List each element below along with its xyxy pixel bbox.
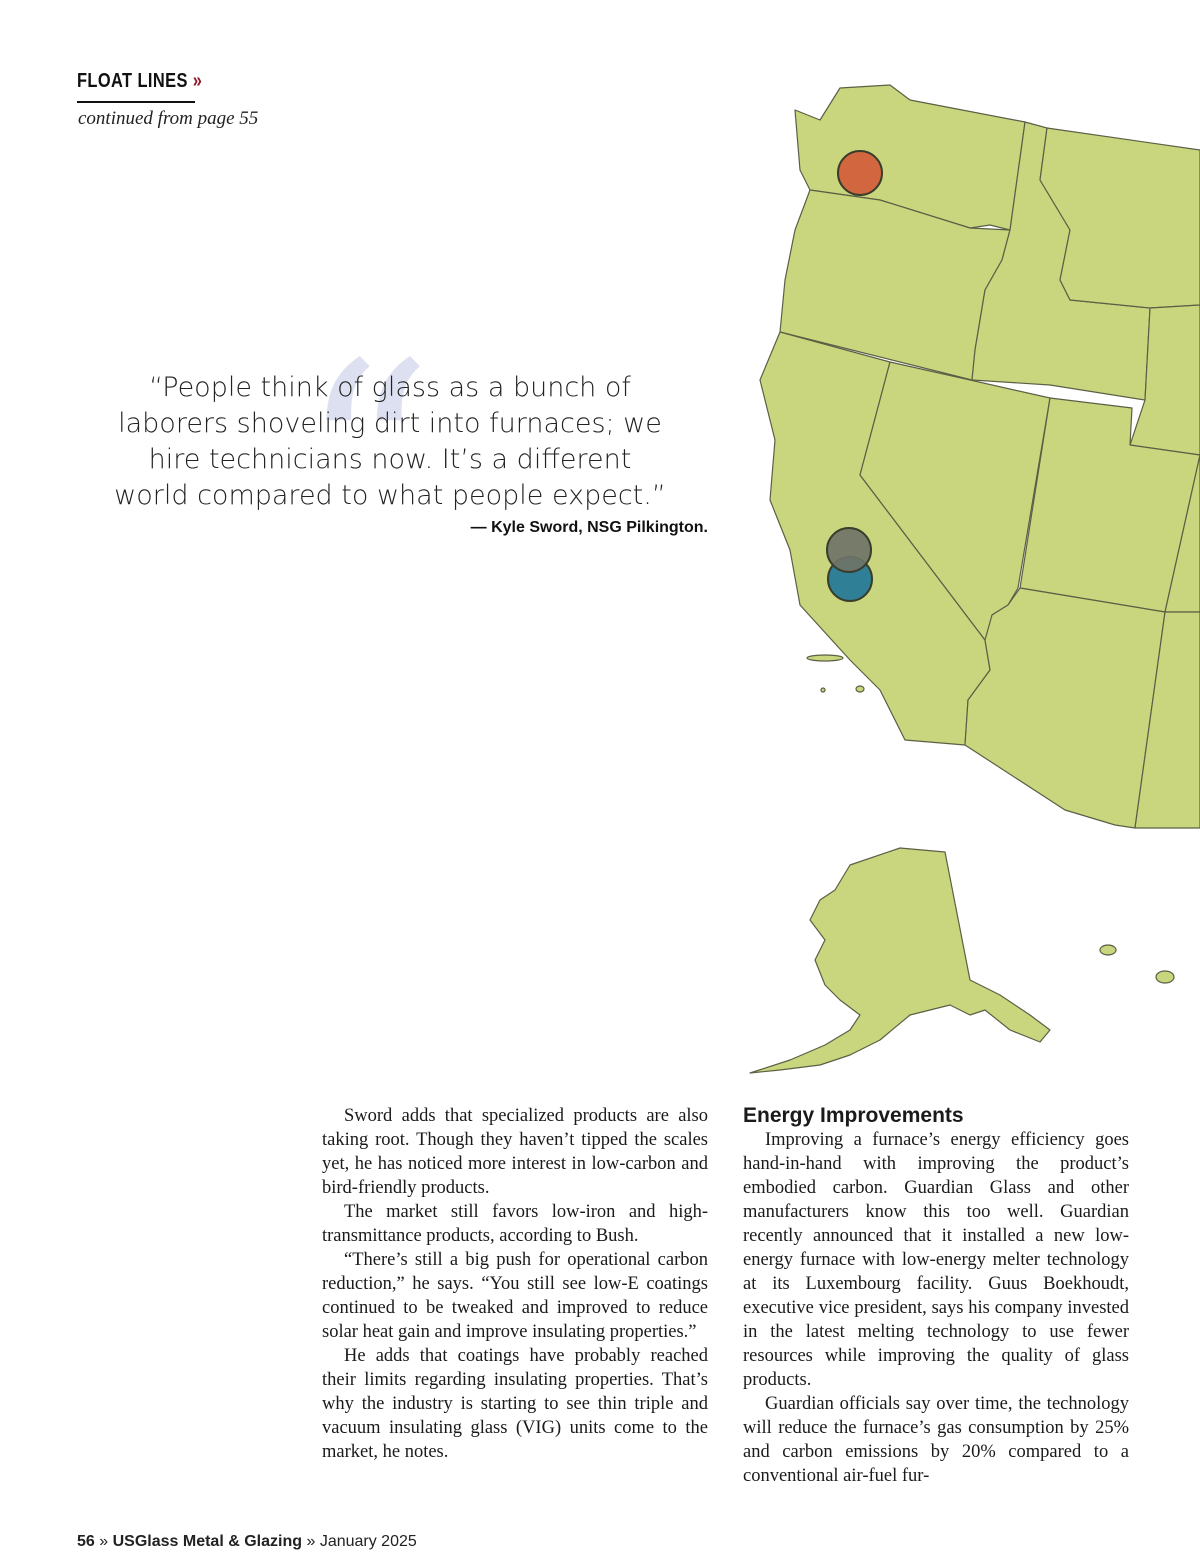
chevron-right-icon: » [192,70,203,92]
paragraph: “There’s still a big push for operational carbon reduction,” he says. “You still see low-E coatings continued to be tweaked and improved to reduce solar heat gain and improve insulating properties.” [322,1250,708,1342]
body-column-1 [322,1104,708,1464]
paragraph: Improving a furnace’s energy efficiency goes hand-in-hand with improving the product’s embodied carbon. Guardian Glass and other manufacturers know this too well. Guardian recently announced that it installed a new low-energy furnace with low-energy melter technology at its Luxembourg facility. Guus Boekhoudt, executive vice president, says his company invested in the latest melting technology to use fewer resources while improving the quality of glass products. [743,1130,1129,1390]
body-column-2 [743,1104,1129,1488]
quote-mark-icon: “ [300,309,433,611]
continued-note: continued from page 55 [78,108,259,129]
washington-marker [838,151,882,195]
page-footer [77,1533,417,1551]
alaska-state [750,848,1050,1073]
pull-quote: “People think of glass as a bunch of laborers shoveling dirt into furnaces; we hire technicians now. It’s a different world compared to what people expect.” [114,372,666,511]
paragraph: The market still favors low-iron and high-transmittance products, according to Bush. [322,1202,708,1246]
separator-icon: » [306,1533,316,1550]
paragraph: He adds that coatings have probably reached their limits regarding insulating properties. That’s why the industry is starting to see thin triple and vacuum insulating glass (VIG) units come to the market, he notes. [322,1346,708,1462]
separator-icon: » [99,1533,109,1550]
section-title: FLOAT LINES [77,70,188,92]
paragraph: Guardian officials say over time, the technology will reduce the furnace’s gas consumption by 25% and carbon emissions by 20% compared to a conventional air-fuel fur- [743,1394,1129,1486]
pull-quote-attribution: — Kyle Sword, NSG Pilkington. [470,519,708,536]
page-number: 56 [77,1533,95,1550]
paragraph: Sword adds that specialized products are also taking root. Though they haven’t tipped the scales yet, he has noticed more interest in low-carbon and bird-friendly products. [322,1106,708,1198]
us-west-map [740,80,1200,1080]
publication-name: USGlass Metal & Glazing [112,1533,302,1550]
section-label [77,70,202,93]
section-rule [77,101,195,103]
issue-date: January 2025 [319,1533,417,1550]
montana-state [1040,128,1200,308]
arizona-state [965,588,1165,828]
section-heading: Energy Improvements [743,1104,964,1127]
california-marker-gray [827,528,871,572]
